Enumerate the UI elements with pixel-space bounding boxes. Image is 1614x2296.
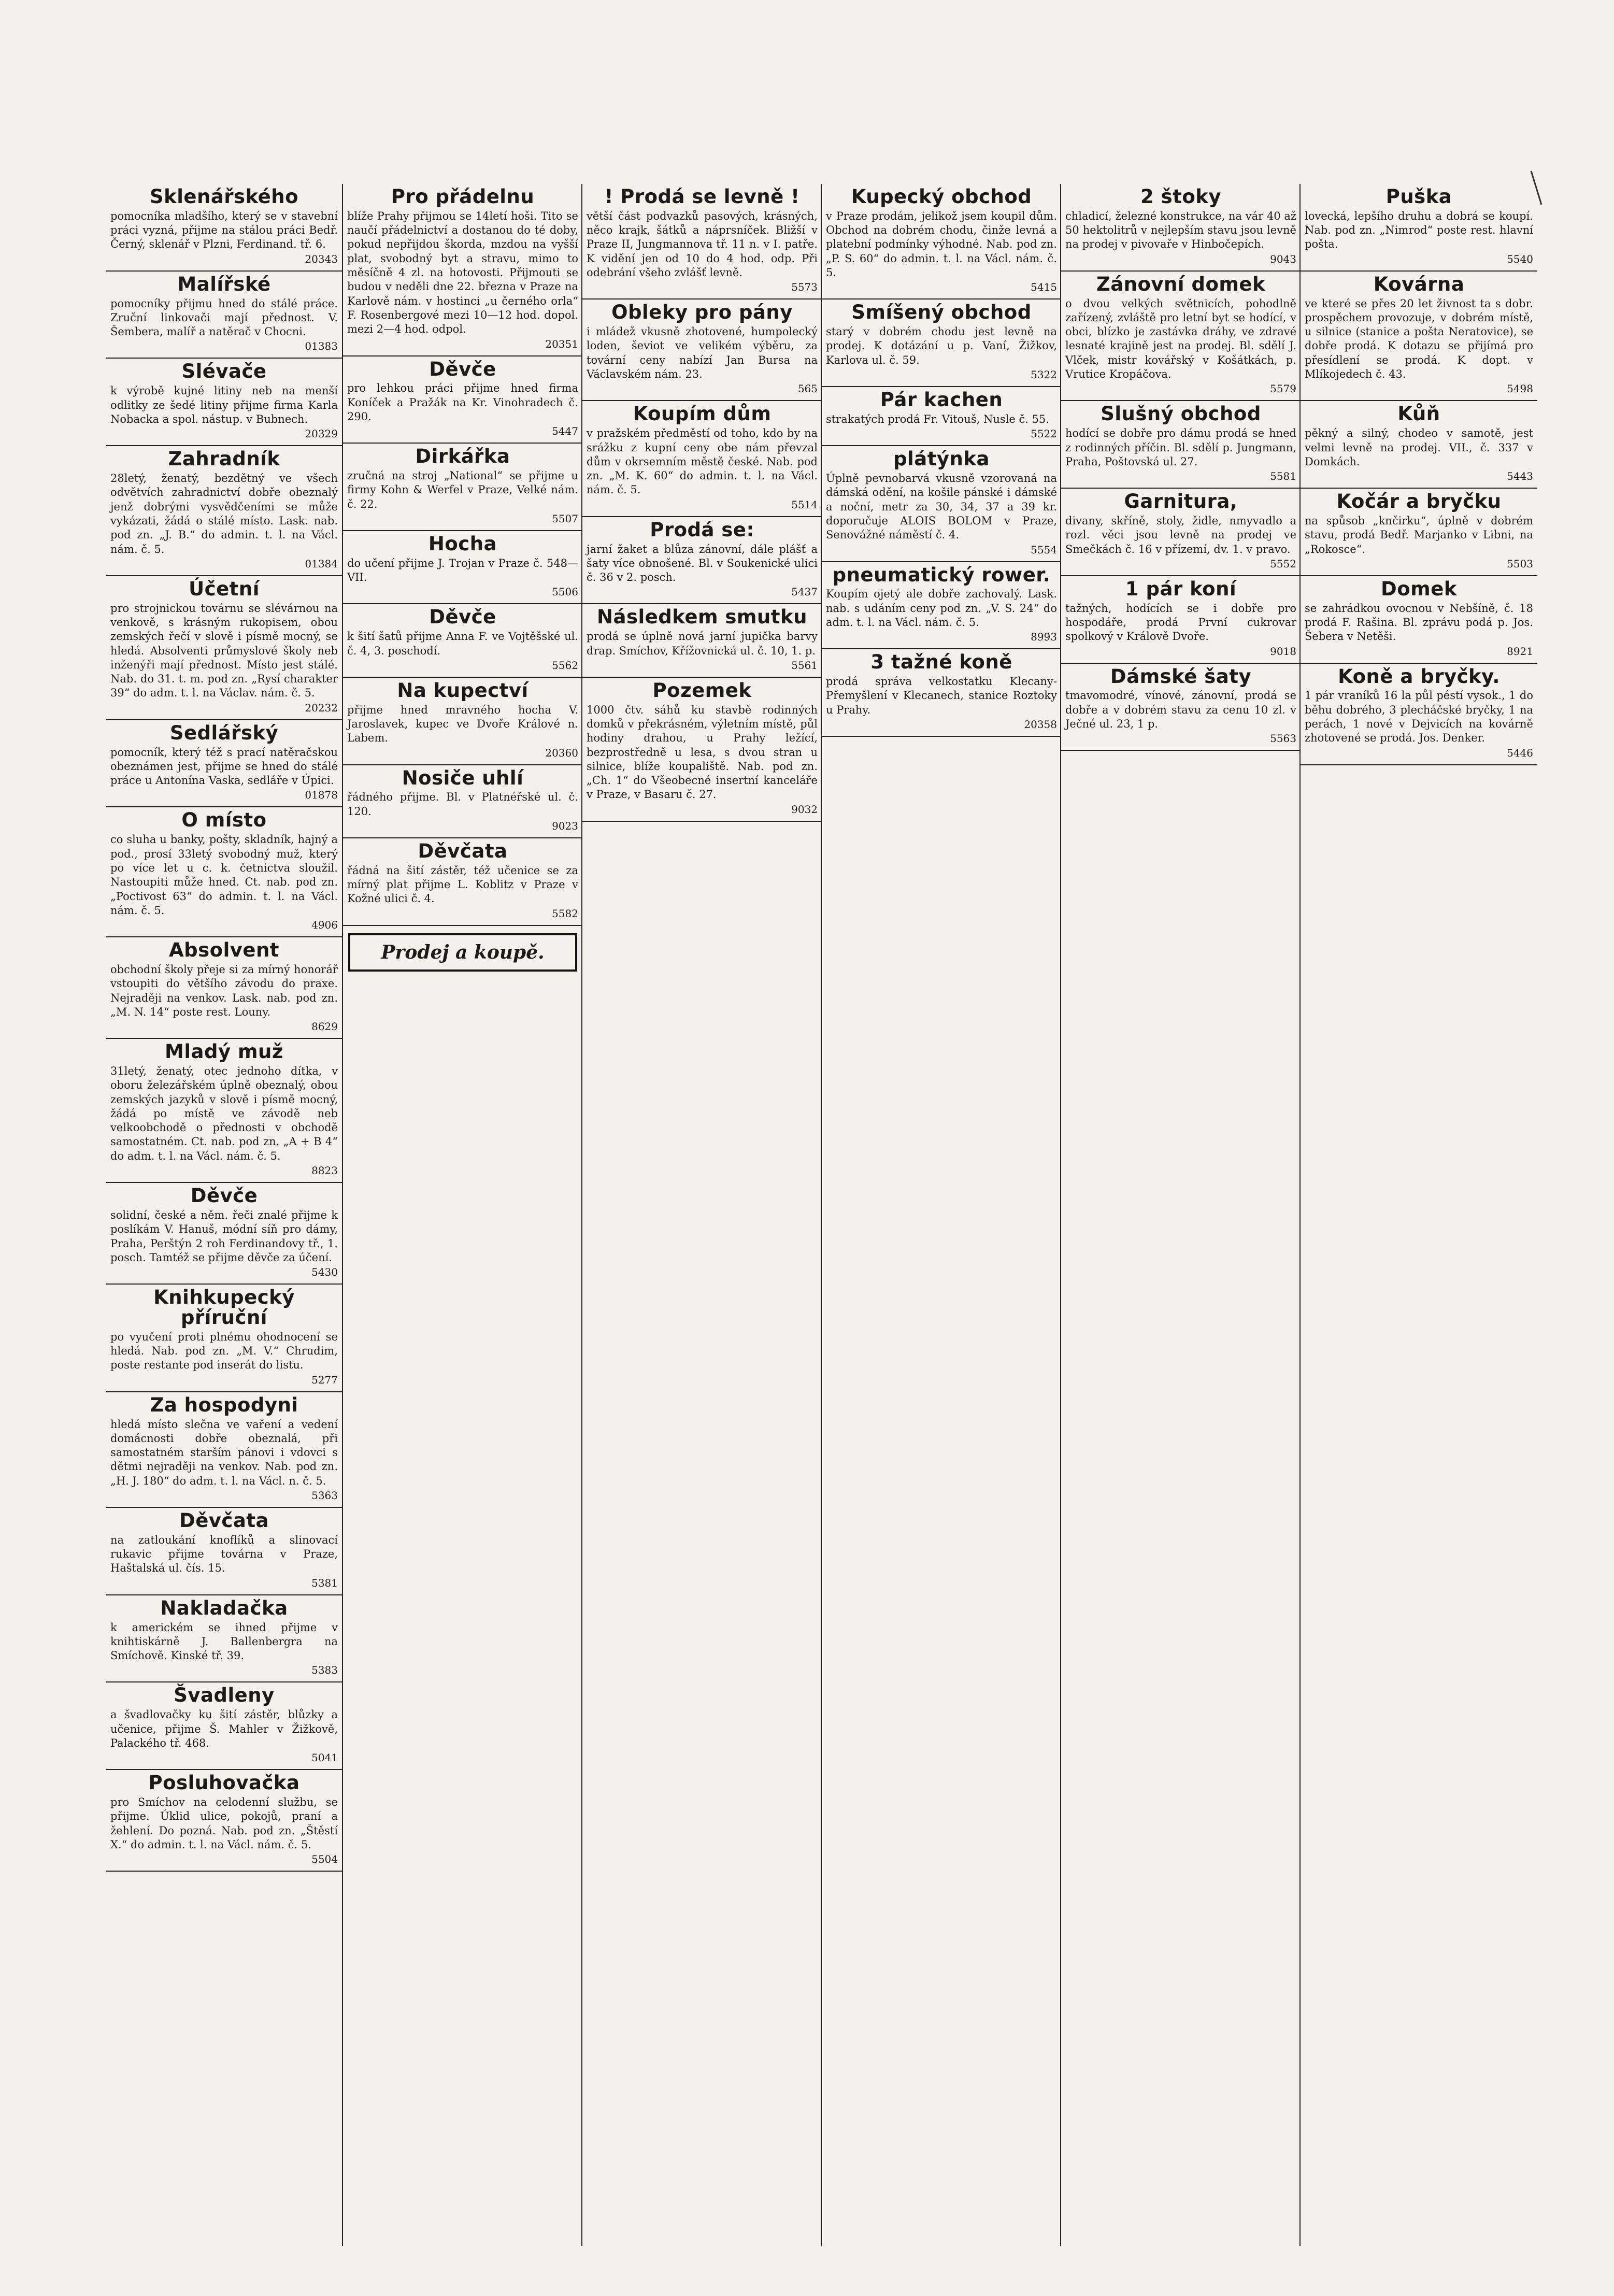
ad-heading: Pár kachen <box>880 389 1003 411</box>
ad-heading: pneumatický rower. <box>832 563 1051 586</box>
ad-number: 20343 <box>305 252 338 265</box>
ad-heading: Sklenářského <box>149 186 299 208</box>
classified-ad <box>106 1039 342 1183</box>
ad-body: v Praze prodám, jelikož jsem koupil dům. Obchod na dobrém chodu, činže levná a platební podmínky výhodné. Nab. pod zn. „P. S. 60“ do admin. t. l. na Václ. nám. č. 5. <box>826 209 1057 279</box>
classified-ad <box>1061 272 1301 402</box>
ad-heading: Děvčata <box>179 1509 269 1532</box>
ad-heading: Domek <box>1381 577 1457 600</box>
classified-ad <box>822 649 1061 737</box>
ad-body: řádného přijme. Bl. v Platnéřské ul. č. 120. <box>347 791 578 818</box>
ad-number: 4906 <box>311 919 338 932</box>
ad-number: 5363 <box>311 1489 338 1502</box>
ad-number: 5415 <box>1031 281 1057 294</box>
ad-number: 5430 <box>311 1266 338 1279</box>
ad-heading: 3 tažné koně <box>870 651 1012 674</box>
ad-number: 5562 <box>552 659 578 672</box>
classified-ad <box>106 1285 342 1392</box>
ad-heading: Absolvent <box>169 939 279 962</box>
classified-ad <box>1061 184 1301 272</box>
ad-number: 5446 <box>1507 746 1533 759</box>
ad-heading: Účetní <box>189 577 260 600</box>
ad-heading: Malířské <box>177 273 271 295</box>
ad-heading: Pozemek <box>652 679 752 702</box>
ad-number: 5506 <box>552 586 578 598</box>
classified-ad <box>106 1183 342 1285</box>
ad-number: 5579 <box>1270 382 1296 395</box>
ad-heading: Koně a bryčky. <box>1338 665 1500 688</box>
classified-ad <box>106 576 342 720</box>
ad-body: pro lehkou práci přijme hned firma Koníček a Pražák na Kr. Vinohradech č. 290. <box>347 382 578 423</box>
classifieds-column-1 <box>106 184 342 2246</box>
ad-number: 5447 <box>552 425 578 438</box>
ad-body: divany, skříně, stoly, židle, nmyvadlo a rozl. věci jsou levně na prodej ve Smečkách č. 16 v přízemí, dv. 1. v pravo. <box>1065 514 1296 555</box>
ad-body: a švadlovačky ku šití zástěr, blůzky a učenice, přijme Š. Mahler v Žižkově, Palackého tř. 468. <box>110 1708 338 1749</box>
classified-ad <box>106 1682 342 1770</box>
ad-number: 5504 <box>311 1853 338 1866</box>
ad-heading: plátýnka <box>893 448 990 470</box>
ad-heading: Švadleny <box>174 1684 275 1707</box>
ad-number: 20358 <box>1024 718 1057 731</box>
ad-body: se zahrádkou ovocnou v Nebšíně, č. 18 prodá F. Rašina. Bl. zprávu podá p. Jos. Šebera v Netěši. <box>1305 602 1533 643</box>
ad-number: 8993 <box>1031 631 1057 644</box>
ad-heading: Mladý muž <box>165 1040 283 1063</box>
ad-body: obchodní školy přeje si za mírný honorář vstoupiti do většího závodu do praxe. Nejraději na venkov. Lask. nab. pod zn. „M. N. 14“ poste rest. Louny. <box>110 963 338 1018</box>
classified-ad <box>1301 401 1537 489</box>
classified-ad <box>106 272 342 359</box>
ad-body: tažných, hodících se i dobře pro hospodáře, prodá První cukrovar spolkový v Králově Dvoře. <box>1065 602 1296 643</box>
ad-body: jarní žaket a blůza zánovní, dále plášť a šaty více obnošené. Bl. v Soukenické ulici č. 36 v 2. posch. <box>587 543 818 584</box>
ad-body: pro Smíchov na celodenní službu, se přijme. Úklid ulice, pokojů, praní a žehlení. Do pozná. Nab. pod zn. „Štěstí X.“ do admin. t. l. na Václ. nám. č. 5. <box>110 1796 338 1851</box>
classified-ad <box>582 604 822 677</box>
ad-body: pro strojnickou továrnu se slévárnou na venkově, s krásným rukopisem, obou zemských řečí v slově i písmě mocný, se hledá. Absolventi průmyslové školy neb inženýři mají přednost. Místo jest stálé. Nab. do 31. t. m. pod zn. „Rysí charakter 39“ do adm. t. l. na Václav. nám. č. 5. <box>110 602 338 700</box>
ad-body: v pražském předměstí od toho, kdo by na srážku z kupní ceny obe nám převzal dům v okrsemním městě české. Nab. pod zn. „M. K. 60“ do admin. t. l. na Václ. nám. č. 5. <box>587 427 818 496</box>
classified-ad <box>343 604 582 677</box>
ad-number: 5498 <box>1507 382 1533 395</box>
classified-ad <box>582 300 822 401</box>
ad-body: 28letý, ženatý, bezdětný ve všech odvětvích zahradnictví dobře obeznalý jenž dobrými vysvědčeními se může vykázati, žádá o stálé místo. Lask. nab. pod zn. „J. B.“ do admin. t. l. na Václ. nám. č. 5. <box>110 472 338 555</box>
ad-number: 5443 <box>1507 470 1533 483</box>
ad-heading: Nakladačka <box>160 1596 288 1619</box>
ad-body: hledá místo slečna ve vaření a vedení domácnosti dobře obeznalá, při samostatném starším pánovi i vdovci s dětmi nejraději na venkov. Nab. pod zn. „H. J. 180“ do adm. t. l. na Václ. n. č. 5. <box>110 1418 338 1487</box>
ad-heading: Děvče <box>190 1185 258 1207</box>
classified-ad <box>343 184 582 356</box>
ad-body: Úplně pevnobarvá vkusně vzorovaná na dámská odění, na košile pánské i dámské a noční, metr za 30, 34, 37 a 39 kr. doporučuje ALOIS BOLOM v Praze, Senovážné náměstí č. 4. <box>826 472 1057 541</box>
ad-heading: Děvče <box>429 358 496 380</box>
ad-body: blíže Prahy přijmou se 14letí hoši. Tito se naučí přádelnictví a dostanou do té doby, pokud nepřijdou škorda, mzdou na vyšší plat, svobodný byt a stravu, mimo to měsíčně 4 zl. na hotovosti. Přijmouti se budou v neděli dne 22. března v Praze na Karlově nám. v hostinci „u černého orla“ F. Rosenbergové mezi 10—12 hod. dopol. mezi 2—4 hod. odpol. <box>347 209 578 336</box>
classified-ad <box>106 1508 342 1595</box>
ad-number: 5554 <box>1031 543 1057 556</box>
ad-number: 01878 <box>305 789 338 802</box>
classified-ad <box>822 387 1061 446</box>
ad-body: k americkém se ihned přijme v knihtiskárně J. Ballenbergra na Smíchově. Kinské tř. 39. <box>110 1621 338 1662</box>
ad-number: 5322 <box>1031 368 1057 381</box>
ad-heading: Posluhovačka <box>148 1772 300 1794</box>
ad-body: větší část podvazků pasových, krásných, něco krajk, šátků a náprsníček. Bližší v Praze II, Jungmannova tř. 11 n. v I. patře. K vidění jen od 10 do 4 hod. odp. Při odebrání všeho zvlášť levně. <box>587 209 818 279</box>
ad-body: po vyučení proti plnému ohodnocení se hledá. Nab. pod zn. „M. V.“ Chrudim, poste restante pod inserát do listu. <box>110 1330 338 1372</box>
ad-number: 5277 <box>311 1373 338 1386</box>
ad-body: 1000 čtv. sáhů ku stavbě rodinných domků v překrásném, výletním místě, půl hodiny drahou, u Prahy ležící, bezprostředně u lesa, s dvou stran u silnice, blíže koupaliště. Nab. pod zn. „Ch. 1“ do Všeobecné insertní kanceláře v Praze, v Basaru č. 27. <box>587 703 818 801</box>
classifieds-column-5 <box>1060 184 1301 2246</box>
classified-ad <box>106 720 342 808</box>
ad-body: hodící se dobře pro dámu prodá se hned z rodinných příčin. Bl. sdělí p. Jungmann, Praha, Poštovská ul. 27. <box>1065 427 1296 468</box>
ad-heading: Sedlářský <box>169 721 279 744</box>
ad-body: 31letý, ženatý, otec jednoho dítka, v oboru železářském úplně obeznalý, obou zemských jazyků v slově i písmě mocný, žádá po místě ve závodě neb velkoobchodě o přednosti v obchodě samostatném. Ct. nab. pod zn. „A + B 4“ do adm. t. l. na Václ. nám. č. 5. <box>110 1064 338 1162</box>
ad-heading: Knihkupecký příruční <box>153 1286 295 1329</box>
classified-ad <box>343 765 582 838</box>
ad-body: zručná na stroj „National“ se přijme u firmy Kohn & Werfel v Praze, Velké nám. č. 22. <box>347 469 578 510</box>
classified-ad <box>1301 272 1537 402</box>
classifieds-column-2 <box>342 184 582 2246</box>
classified-ad <box>582 184 822 300</box>
ad-body: pomocníky přijmu hned do stálé práce. Zruční linkovači mají přednost. V. Šembera, malíř a natěrač v Chocni. <box>110 297 338 338</box>
ad-number: 5383 <box>311 1664 338 1677</box>
classified-ad <box>1301 664 1537 765</box>
classified-ad <box>1061 664 1301 751</box>
ad-heading: 2 štoky <box>1140 186 1221 208</box>
ad-number: 5381 <box>311 1576 338 1589</box>
classified-ad <box>582 401 822 517</box>
ad-body: Koupím ojetý ale dobře zachovalý. Lask. nab. s udáním ceny pod zn. „V. S. 24“ do adm. t. l. na Václ. nám. č. 5. <box>826 588 1057 629</box>
ad-number: 5573 <box>791 281 818 294</box>
ad-number: 5437 <box>791 586 818 598</box>
classified-ad <box>106 1392 342 1508</box>
ad-heading: Koupím dům <box>633 403 772 425</box>
ad-body: tmavomodré, vínové, zánovní, prodá se dobře a v dobrém stavu za cenu 10 zl. v Ječné ul. 23, 1 p. <box>1065 689 1296 730</box>
ad-number: 9032 <box>791 803 818 816</box>
ad-heading: Zahradník <box>168 448 280 470</box>
classified-ad <box>1301 489 1537 576</box>
classified-ad <box>1061 489 1301 576</box>
classified-ad <box>343 531 582 604</box>
classified-ad <box>822 184 1061 300</box>
ad-number: 9018 <box>1270 645 1296 658</box>
ad-number: 8823 <box>311 1164 338 1177</box>
classified-ad <box>582 678 822 822</box>
ad-number: 5561 <box>791 659 818 672</box>
classified-ad <box>343 838 582 926</box>
classified-ad <box>1061 576 1301 664</box>
ad-heading: 1 pár koní <box>1125 577 1237 600</box>
ad-heading: Nosiče uhlí <box>402 766 524 789</box>
classified-ad <box>343 678 582 765</box>
ad-body: do učení přijme J. Trojan v Praze č. 548—VII. <box>347 557 578 584</box>
ad-body: pomocníka mladšího, který se v stavební práci vyzná, přijme na stálou práci Bedř. Černý, sklenář v Plzni, Ferdinand. tř. 6. <box>110 209 338 251</box>
ad-body: ve které se přes 20 let živnost ta s dobr. prospěchem provozuje, v dobrém místě, u silnice (stanice a pošta Neratovice), se dobře prodá. K dotazu se přijímá pro přesídlení se prodá. K dopt. v Mlíkojedech č. 43. <box>1305 297 1533 381</box>
classified-ad <box>106 184 342 272</box>
classified-ad <box>1061 401 1301 489</box>
ad-body: k šití šatů přijme Anna F. ve Vojtěšské ul. č. 4, 3. poschodí. <box>347 630 578 657</box>
ad-heading: Děvčata <box>418 840 508 863</box>
ad-body: pomocník, který též s prací natěračskou obeznámen jest, přijme se hned do stálé práce u Antonína Vaska, sedláře v Úpici. <box>110 746 338 787</box>
ad-number: 5540 <box>1507 252 1533 265</box>
ad-number: 5514 <box>791 498 818 511</box>
ad-body: prodá správa velkostatku Klecany-Přemyšlení v Klecanech, stanice Roztoky u Prahy. <box>826 675 1057 716</box>
ad-heading: O místo <box>181 809 267 832</box>
ad-body: na zatloukání knoflíků a slinovací rukavic přijme továrna v Praze, Haštalská ul. čís. 15. <box>110 1533 338 1575</box>
classified-ad <box>1301 184 1537 272</box>
ad-number: 5552 <box>1270 557 1296 570</box>
ad-number: 01383 <box>305 340 338 353</box>
classified-ad <box>822 300 1061 387</box>
classified-ad <box>106 1770 342 1872</box>
ad-heading: Prodá se: <box>650 518 754 541</box>
ad-body: prodá se úplně nová jarní jupička barvy drap. Smíchov, Křížovnická ul. č. 10, 1. p. <box>587 630 818 657</box>
classified-ad <box>106 1595 342 1683</box>
ad-heading: Zánovní domek <box>1096 273 1266 295</box>
classified-ad <box>343 444 582 531</box>
classified-ad <box>582 517 822 605</box>
ad-number: 5041 <box>311 1751 338 1764</box>
ad-body: solidní, české a něm. řeči znalé přijme k poslíkám V. Hanuš, módní síň pro dámy, Praha, Perštýn 2 roh Ferdinandovy tř., 1. posch. Tamtéž se přijme děvče za účení. <box>110 1208 338 1264</box>
classified-ad <box>106 446 342 576</box>
ad-number: 20351 <box>545 337 578 350</box>
classified-ad <box>106 359 342 446</box>
ad-heading: Smíšený obchod <box>851 301 1032 324</box>
ad-number: 5582 <box>552 907 578 920</box>
ad-heading: Obleky pro pány <box>611 301 793 324</box>
ad-number: 5503 <box>1507 557 1533 570</box>
classified-ad <box>822 562 1061 650</box>
ad-heading: Kočár a bryčku <box>1336 490 1502 513</box>
ad-number: 9023 <box>552 820 578 833</box>
ad-number: 20329 <box>305 427 338 440</box>
ad-number: 9043 <box>1270 252 1296 265</box>
ad-heading: Hocha <box>428 532 497 555</box>
ad-heading: Za hospodyni <box>150 1393 298 1416</box>
ad-body: k výrobě kujné litiny neb na menší odlitky ze šedé litiny přijme firma Karla Nobacka a spol. nástup. v Bubnech. <box>110 384 338 425</box>
ad-number: 5581 <box>1270 470 1296 483</box>
ad-body: lovecká, lepšího druhu a dobrá se koupí. Nab. pod zn. „Nimrod“ poste rest. hlavní pošta. <box>1305 209 1533 251</box>
ad-body: strakatých prodá Fr. Vitouš, Nusle č. 55. <box>826 412 1049 425</box>
ad-body: přijme hned mravného hocha V. Jaroslavek, kupec ve Dvoře Králové n. Labem. <box>347 703 578 745</box>
section-banner: Prodej a koupě. <box>348 933 577 972</box>
ad-heading: Kůň <box>1397 403 1440 425</box>
ad-body: řádná na šití zástěr, též učenice se za mírný plat přijme L. Koblitz v Praze v Kožné ulici č. 4. <box>347 864 578 905</box>
classifieds-column-3 <box>581 184 822 2246</box>
ad-body: starý v dobrém chodu jest levně na prodej. K dotázání u p. Vaní, Žižkov, Karlova ul. č. 59. <box>826 325 1057 366</box>
classifieds-column-4 <box>821 184 1061 2246</box>
ad-number: 01384 <box>305 557 338 570</box>
ad-heading: Pro přádelnu <box>391 186 535 208</box>
ad-body: na spůsob „knčirku“, úplně v dobrém stavu, prodá Bedř. Marjanko v Libni, na „Rokosce“. <box>1305 514 1533 555</box>
ad-heading: Kovárna <box>1373 273 1465 295</box>
ad-body: i mládež vkusně zhotovené, humpolecký loden, ševiot ve velikém výběru, za tovární ceny nabízí Jan Bursa na Václavském nám. 23. <box>587 325 818 381</box>
ad-body: 1 pár vraníků 16 la půl péstí vysok., 1 do běhu dobrého, 3 plecháčské bryčky, 1 na perách, 1 nové v Dejvicích na kovárně zhotovené se prodá. Jos. Denker. <box>1305 689 1533 745</box>
ad-number: 5507 <box>552 512 578 525</box>
ad-heading: Následkem smutku <box>597 606 807 629</box>
ad-number: 8921 <box>1507 645 1533 658</box>
ad-heading: Dámské šaty <box>1110 665 1252 688</box>
classified-ad <box>106 937 342 1039</box>
ad-body: o dvou velkých světnicích, pohodlně zařízený, zvláště pro letní byt se hodící, v obci, blízko je zastávka dráhy, ve zdravé lesnaté krajině jest na prodej. Bl. sdělí J. Vlček, mistr kovářský v Košátkách, p. Vrutice Kropáčova. <box>1065 297 1296 381</box>
ad-heading: ! Prodá se levně ! <box>604 186 800 208</box>
classifieds-column-6 <box>1299 184 1537 2246</box>
classified-ad <box>822 446 1061 562</box>
ad-body: chladicí, železné konstrukce, na vár 40 až 50 hektolitrů v nejlepším stavu jsou levně na prodej v pivovaře v Hinbočepích. <box>1065 209 1296 251</box>
classified-ad <box>106 807 342 937</box>
ad-number: 5563 <box>1270 732 1296 745</box>
ad-number: 5522 <box>1031 427 1057 440</box>
ad-heading: Kupecký obchod <box>851 186 1032 208</box>
ad-heading: Dirkářka <box>415 445 510 468</box>
ad-body: pěkný a silný, chodeo v samotě, jest velmi levně na prodej. VII., č. 337 v Domkách. <box>1305 427 1533 468</box>
ad-heading: Slévače <box>181 360 267 383</box>
ad-heading: Na kupectví <box>397 679 529 702</box>
classified-ad <box>343 356 582 444</box>
ad-heading: Slušný obchod <box>1101 403 1261 425</box>
ad-number: 565 <box>797 382 818 395</box>
ad-number: 20232 <box>305 701 338 714</box>
ad-number: 8629 <box>311 1020 338 1033</box>
ad-number: 20360 <box>545 746 578 759</box>
ad-heading: Děvče <box>429 606 496 629</box>
classified-ad <box>1301 576 1537 664</box>
ad-heading: Garnitura, <box>1124 490 1238 513</box>
newspaper-page <box>106 184 1536 2246</box>
ad-heading: Puška <box>1386 186 1452 208</box>
ad-body: co sluha u banky, pošty, skladník, hajný a pod., prosí 33letý svobodný muž, který po více let u c. k. četnictva sloužil. Nastoupiti může hned. Ct. nab. pod zn. „Poctivost 63“ do admin. t. l. na Václ. nám. č. 5. <box>110 833 338 917</box>
